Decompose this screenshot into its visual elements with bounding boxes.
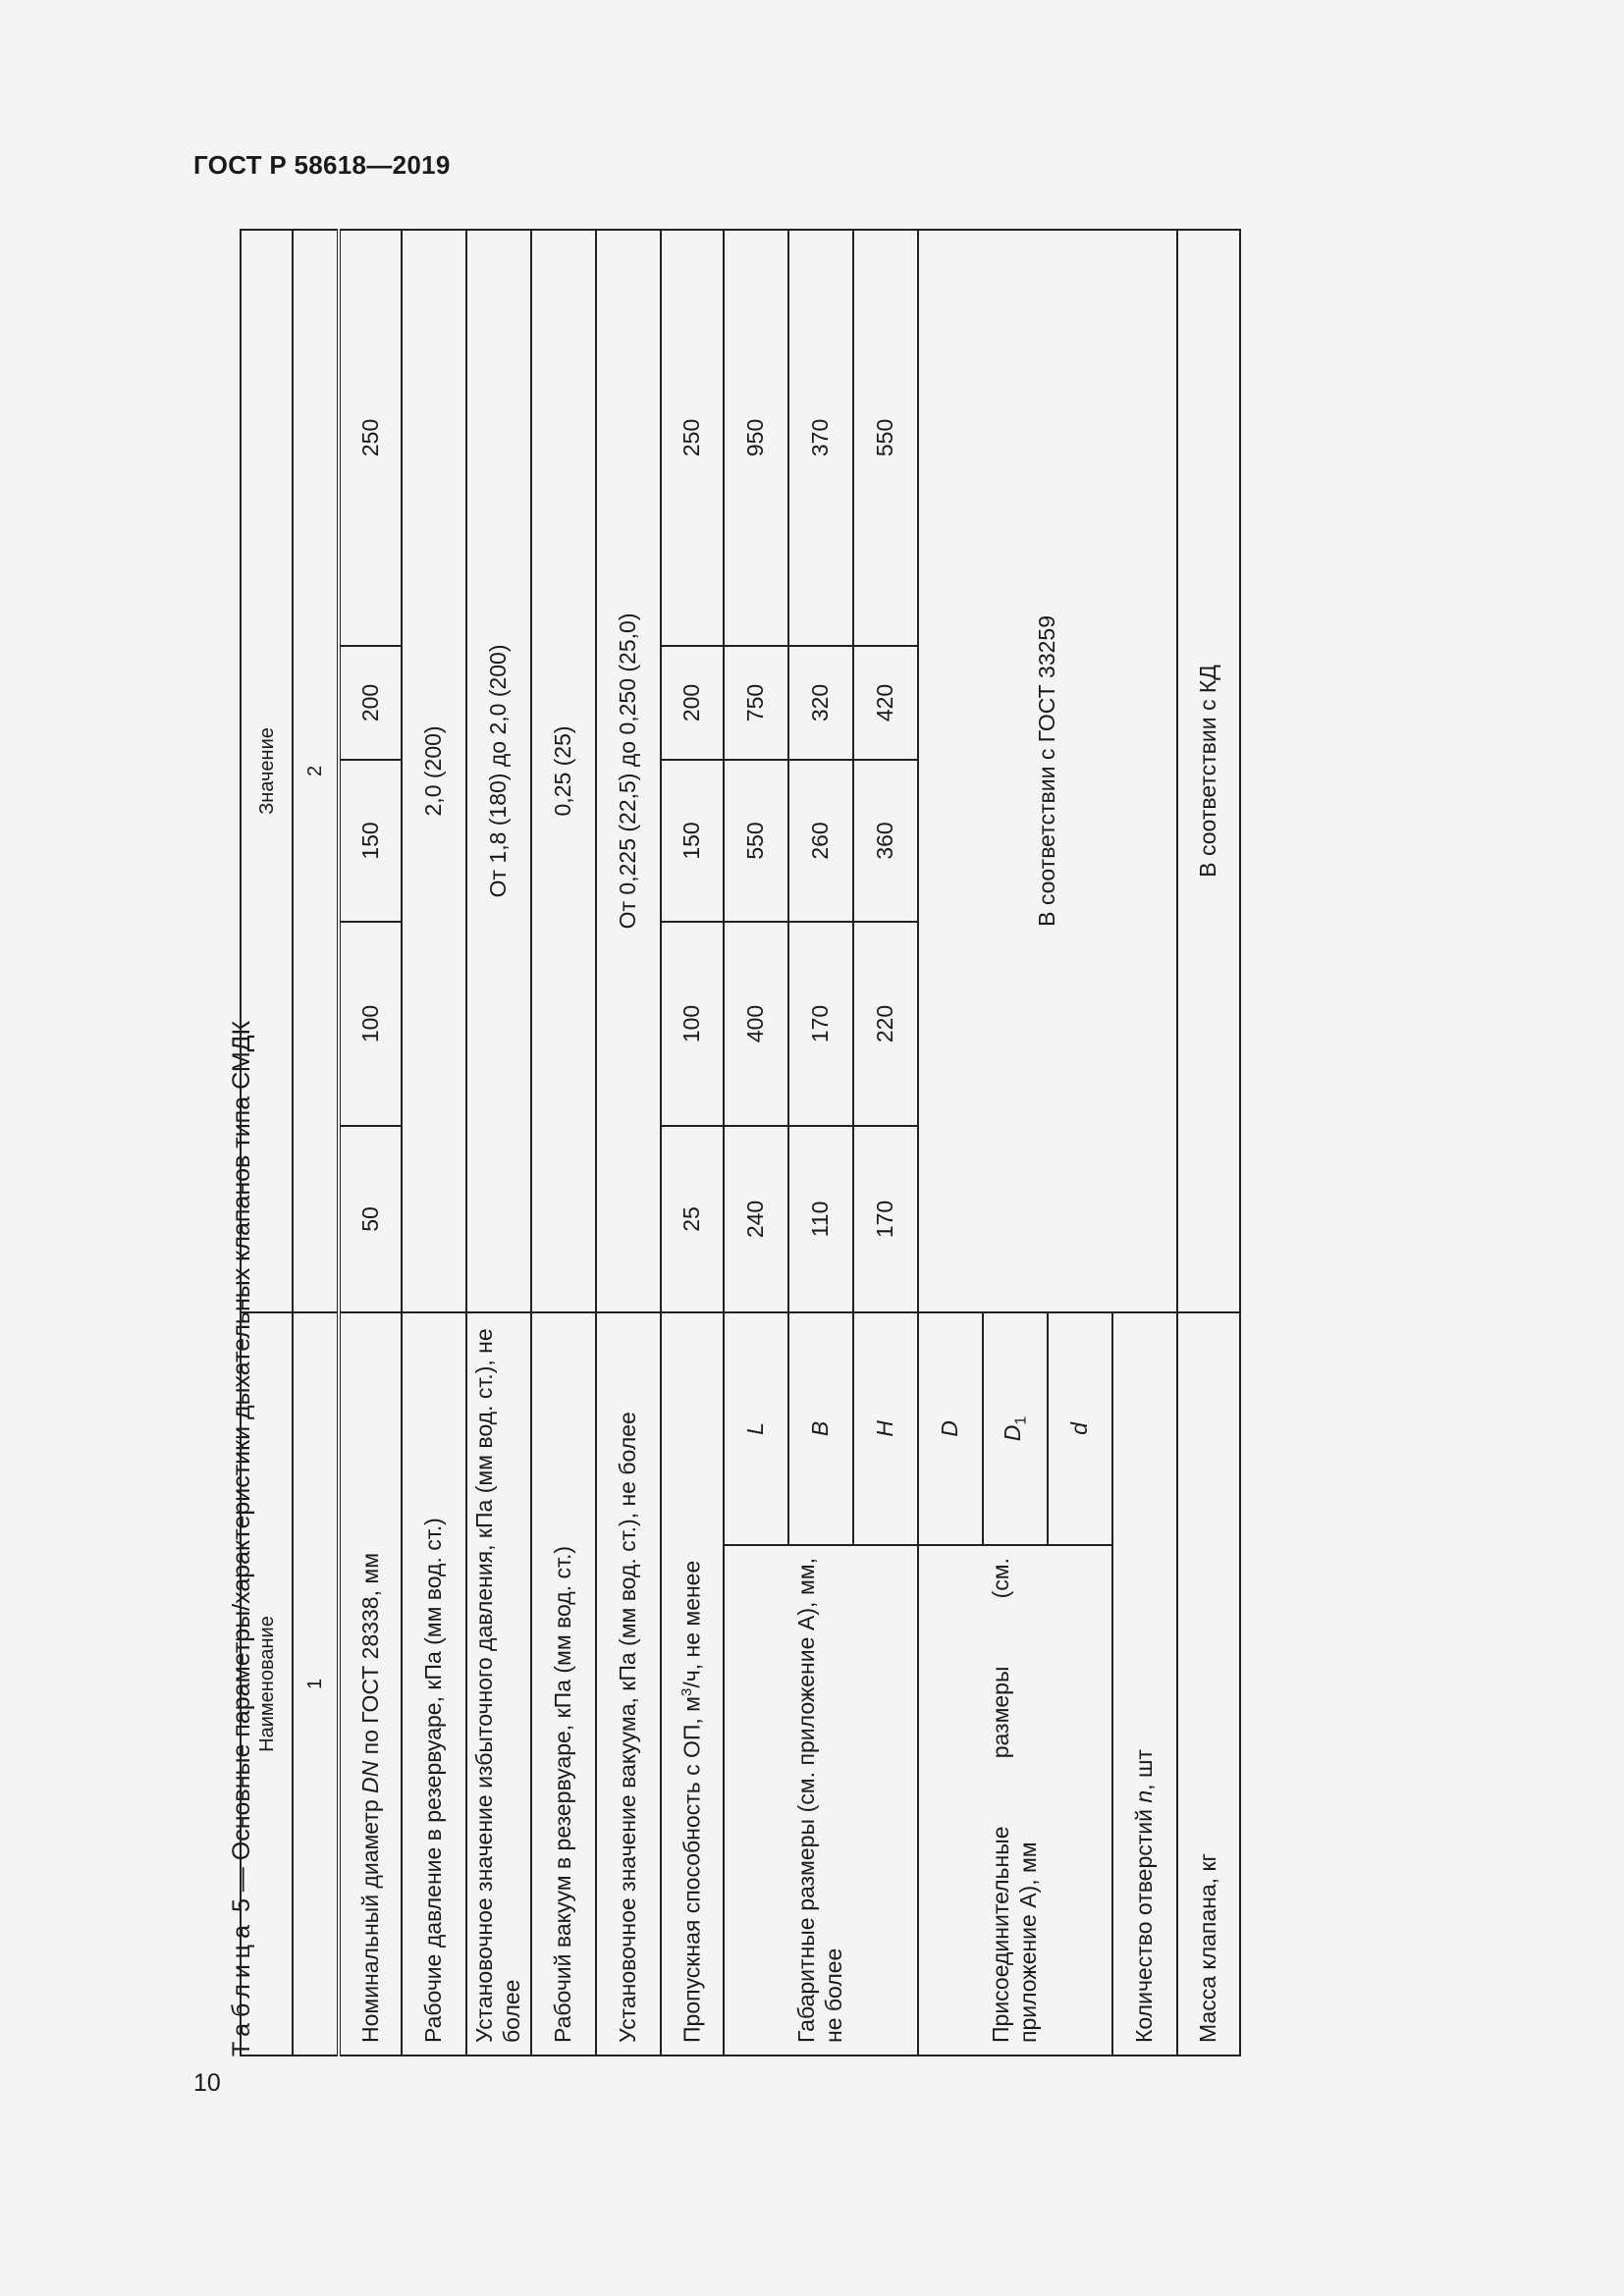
value-mass: В соответствии с КД	[1177, 230, 1240, 1312]
header-name: Наименование	[241, 1312, 293, 2056]
label-work-pressure: Рабочие давление в резервуаре, кПа (мм вод. ст.)	[402, 1312, 466, 2056]
row-work-vacuum	[531, 230, 596, 2056]
document-code: ГОСТ Р 58618—2019	[193, 150, 451, 180]
capacity-value-100: 100	[661, 922, 724, 1126]
dim-b-value-5: 370	[788, 230, 853, 646]
d1-subscript: 1	[1012, 1415, 1030, 1425]
dim-h-value-4: 420	[853, 646, 918, 760]
dn-value-100: 100	[339, 922, 402, 1126]
row-set-overpressure	[466, 230, 531, 2056]
dn-label-pre: Номинальный диаметр	[356, 1792, 383, 2043]
dim-h-value-3: 360	[853, 760, 918, 922]
caption-label: Таблица	[228, 1918, 255, 2056]
connection-label-text: Присоединительные размеры (см. приложение А), мм	[988, 1558, 1041, 2043]
row-dim-l	[724, 230, 788, 2056]
table-rotated	[240, 231, 1231, 2056]
holes-label-pre: Количество отверстий	[1131, 1802, 1158, 2043]
label-connection	[918, 1545, 1112, 2056]
capacity-value-25: 25	[661, 1126, 724, 1312]
dim-l-value-2: 400	[724, 922, 788, 1126]
header-value: Значение	[241, 230, 293, 1312]
row-mass	[1177, 230, 1240, 2056]
colnum-2: 2	[293, 230, 339, 1312]
colnum-1: 1	[293, 1312, 339, 2056]
dim-h-value-1: 170	[853, 1126, 918, 1312]
capacity-value-250: 250	[661, 230, 724, 646]
dim-l-value-1: 240	[724, 1126, 788, 1312]
dn-value-250: 250	[339, 230, 402, 646]
capacity-label-sup: 3	[677, 1687, 695, 1696]
holes-label-post: , шт	[1131, 1749, 1158, 1790]
value-set-overpressure: От 1,8 (180) до 2,0 (200)	[466, 230, 531, 1312]
label-nominal-diameter	[339, 1312, 402, 2056]
row-work-pressure	[402, 230, 466, 2056]
value-set-vacuum: От 0,225 (22,5) до 0,250 (25,0)	[596, 230, 661, 1312]
dn-label-post: по ГОСТ 28338, мм	[356, 1552, 383, 1761]
dim-b-value-4: 320	[788, 646, 853, 760]
row-capacity	[661, 230, 724, 2056]
dim-b-value-2: 170	[788, 922, 853, 1126]
row-nominal-diameter	[339, 230, 402, 2056]
dim-symbol-l: L	[724, 1312, 788, 1545]
d1-symbol: D	[1000, 1424, 1026, 1442]
row-set-vacuum	[596, 230, 661, 2056]
table-colnum-row	[293, 230, 339, 2056]
value-work-vacuum: 0,25 (25)	[531, 230, 596, 1312]
dim-h-value-5: 550	[853, 230, 918, 646]
label-mass: Масса клапана, кг	[1177, 1312, 1240, 2056]
dim-l-value-3: 550	[724, 760, 788, 922]
table-header-row	[241, 230, 293, 2056]
value-connection: В соответствии с ГОСТ 33259	[918, 230, 1177, 1312]
dim-b-value-3: 260	[788, 760, 853, 922]
dim-symbol-h: H	[853, 1312, 918, 1545]
label-capacity	[661, 1312, 724, 2056]
caption-text: 5 — Основные параметры/характеристики дыхательных клапанов типа СМДК	[228, 1020, 255, 1913]
holes-label-symbol: n	[1131, 1789, 1158, 1803]
dim-l-value-4: 750	[724, 646, 788, 760]
dn-value-200: 200	[339, 646, 402, 760]
dn-label-symbol: DN	[356, 1760, 383, 1793]
connect-symbol-d: D	[918, 1312, 983, 1545]
capacity-label-post: /ч, не менее	[678, 1560, 705, 1688]
connect-symbol-d1	[983, 1312, 1048, 1545]
label-work-vacuum: Рабочий вакуум в резервуаре, кПа (мм вод. ст.)	[531, 1312, 596, 2056]
label-dimensions	[724, 1545, 918, 2056]
connect-symbol-small-d: d	[1048, 1312, 1112, 1545]
dn-value-150: 150	[339, 760, 402, 922]
value-work-pressure: 2,0 (200)	[402, 230, 466, 1312]
capacity-label-pre: Пропускная способность с ОП, м	[678, 1696, 705, 2043]
label-set-vacuum: Установочное значение вакуума, кПа (мм вод. ст.), не более	[596, 1312, 661, 2056]
capacity-value-150: 150	[661, 760, 724, 922]
dim-symbol-b: B	[788, 1312, 853, 1545]
dn-value-50: 50	[339, 1126, 402, 1312]
label-set-overpressure: Установочное значение избыточного давления, кПа (мм вод. ст.), не более	[466, 1312, 531, 2056]
page-number: 10	[193, 2069, 221, 2097]
capacity-value-200: 200	[661, 646, 724, 760]
dim-b-value-1: 110	[788, 1126, 853, 1312]
dimensions-label-text: Габаритные размеры (см. приложение А), мм, не более	[793, 1558, 846, 2043]
label-holes	[1112, 1312, 1177, 2056]
row-connect-d	[918, 230, 983, 2056]
dim-h-value-2: 220	[853, 922, 918, 1126]
dim-l-value-5: 950	[724, 230, 788, 646]
parameters-table	[240, 229, 1241, 2056]
